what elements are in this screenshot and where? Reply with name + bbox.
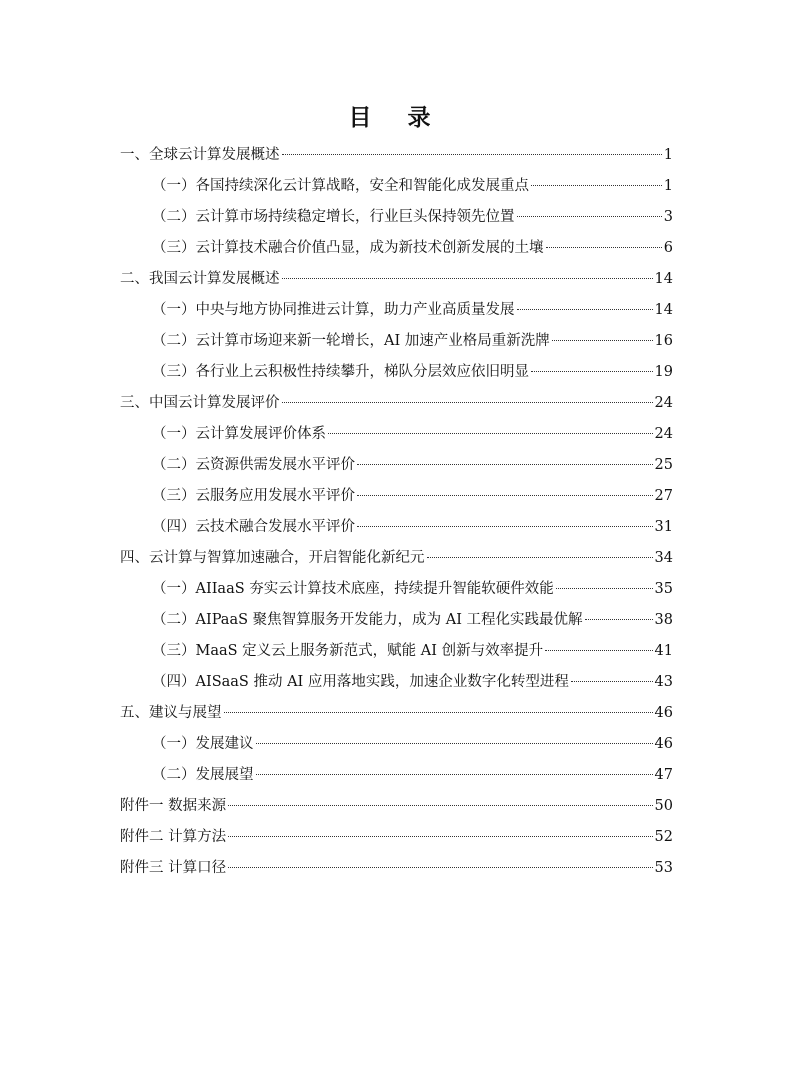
toc-entry-label: （三）各行业上云积极性持续攀升，梯队分层效应依旧明显 xyxy=(152,364,529,380)
toc-entry[interactable] xyxy=(120,698,673,729)
toc-page-number: 53 xyxy=(654,860,673,876)
dot-leader xyxy=(531,185,662,186)
toc-page-number: 25 xyxy=(654,457,673,473)
dot-leader xyxy=(282,154,662,155)
dot-leader xyxy=(545,650,652,651)
dot-leader xyxy=(571,681,653,682)
toc-entry-label: （三）MaaS 定义云上服务新范式，赋能 AI 创新与效率提升 xyxy=(152,643,544,659)
toc-entry-label: 五、建议与展望 xyxy=(120,705,222,721)
toc-entry-label: 四、云计算与智算加速融合，开启智能化新纪元 xyxy=(120,550,425,566)
dot-leader xyxy=(357,526,653,527)
toc-entry[interactable] xyxy=(120,667,673,698)
dot-leader xyxy=(228,805,652,806)
dot-leader xyxy=(256,743,653,744)
dot-leader xyxy=(282,402,653,403)
dot-leader xyxy=(517,216,662,217)
toc-entry-label: （三）云服务应用发展水平评价 xyxy=(152,488,355,504)
toc-page-number: 27 xyxy=(654,488,673,504)
dot-leader xyxy=(282,278,653,279)
toc-page-number: 46 xyxy=(654,705,673,721)
toc-entry-label: （一）中央与地方协同推进云计算，助力产业高质量发展 xyxy=(152,302,515,318)
dot-leader xyxy=(328,433,653,434)
toc-page-number: 47 xyxy=(654,767,673,783)
toc-entry[interactable] xyxy=(120,326,673,357)
dot-leader xyxy=(224,712,653,713)
toc-page-number: 3 xyxy=(663,209,673,225)
toc-entry[interactable] xyxy=(120,450,673,481)
toc-entry-label: （二）云计算市场持续稳定增长，行业巨头保持领先位置 xyxy=(152,209,515,225)
dot-leader xyxy=(357,495,653,496)
dot-leader xyxy=(531,371,653,372)
toc-entry-label: （一）发展建议 xyxy=(152,736,254,752)
toc-entry-label: （一）AIIaaS 夯实云计算技术底座，持续提升智能软硬件效能 xyxy=(152,581,554,597)
toc-entry[interactable] xyxy=(120,574,673,605)
toc-entry-label: 二、我国云计算发展概述 xyxy=(120,271,280,287)
toc-entry[interactable] xyxy=(120,791,673,822)
toc-page-number: 24 xyxy=(654,426,673,442)
dot-leader xyxy=(556,588,653,589)
toc-entry[interactable] xyxy=(120,233,673,264)
toc-page-number: 6 xyxy=(663,240,673,256)
dot-leader xyxy=(357,464,653,465)
toc-entry-label: （一）各国持续深化云计算战略，安全和智能化成发展重点 xyxy=(152,178,529,194)
toc-entry-label: （一）云计算发展评价体系 xyxy=(152,426,326,442)
toc-page-number: 34 xyxy=(654,550,673,566)
toc-page-number: 52 xyxy=(654,829,673,845)
toc-page-number: 38 xyxy=(654,612,673,628)
toc-entry[interactable] xyxy=(120,822,673,853)
toc-entry-label: （四）AISaaS 推动 AI 应用落地实践，加速企业数字化转型进程 xyxy=(152,674,569,690)
toc-page-number: 14 xyxy=(654,271,673,287)
toc-entry[interactable] xyxy=(120,357,673,388)
toc-entry-label: （三）云计算技术融合价值凸显，成为新技术创新发展的土壤 xyxy=(152,240,544,256)
toc-entry[interactable] xyxy=(120,543,673,574)
dot-leader xyxy=(228,836,652,837)
toc-entry[interactable] xyxy=(120,264,673,295)
toc-entry-label: 一、全球云计算发展概述 xyxy=(120,147,280,163)
toc-page-number: 43 xyxy=(654,674,673,690)
toc-entry-label: （四）云技术融合发展水平评价 xyxy=(152,519,355,535)
toc-entry-label: 附件一 数据来源 xyxy=(120,798,227,814)
toc-page-number: 46 xyxy=(654,736,673,752)
page-title: 目 录 xyxy=(348,105,445,131)
toc-page-number: 50 xyxy=(654,798,673,814)
dot-leader xyxy=(228,867,652,868)
toc-entry[interactable] xyxy=(120,295,673,326)
toc-entry[interactable] xyxy=(120,140,673,171)
toc-entry-label: （二）云计算市场迎来新一轮增长，AI 加速产业格局重新洗牌 xyxy=(152,333,550,349)
dot-leader xyxy=(256,774,653,775)
toc-page-number: 1 xyxy=(663,178,673,194)
toc-entry[interactable] xyxy=(120,605,673,636)
toc-entry-label: 附件二 计算方法 xyxy=(120,829,227,845)
toc-page-number: 31 xyxy=(654,519,673,535)
toc-entry-label: 三、中国云计算发展评价 xyxy=(120,395,280,411)
toc-entry-label: 附件三 计算口径 xyxy=(120,860,227,876)
toc-entry[interactable] xyxy=(120,419,673,450)
toc-entry[interactable] xyxy=(120,388,673,419)
toc-page-number: 24 xyxy=(654,395,673,411)
toc-entry[interactable] xyxy=(120,853,673,884)
toc-page-number: 1 xyxy=(663,147,673,163)
toc-page-number: 41 xyxy=(654,643,673,659)
toc-entry[interactable] xyxy=(120,760,673,791)
toc-page-number: 35 xyxy=(654,581,673,597)
toc-entry[interactable] xyxy=(120,636,673,667)
toc-entry[interactable] xyxy=(120,481,673,512)
toc-entry[interactable] xyxy=(120,171,673,202)
toc-page-number: 14 xyxy=(654,302,673,318)
table-of-contents xyxy=(120,140,673,884)
toc-page-number: 19 xyxy=(654,364,673,380)
dot-leader xyxy=(427,557,653,558)
toc-entry-label: （二）云资源供需发展水平评价 xyxy=(152,457,355,473)
toc-page-number: 16 xyxy=(654,333,673,349)
toc-entry[interactable] xyxy=(120,512,673,543)
toc-entry[interactable] xyxy=(120,202,673,233)
toc-entry-label: （二）发展展望 xyxy=(152,767,254,783)
dot-leader xyxy=(585,619,653,620)
toc-entry[interactable] xyxy=(120,729,673,760)
dot-leader xyxy=(517,309,653,310)
toc-entry-label: （二）AIPaaS 聚焦智算服务开发能力，成为 AI 工程化实践最优解 xyxy=(152,612,583,628)
dot-leader xyxy=(546,247,662,248)
dot-leader xyxy=(552,340,653,341)
